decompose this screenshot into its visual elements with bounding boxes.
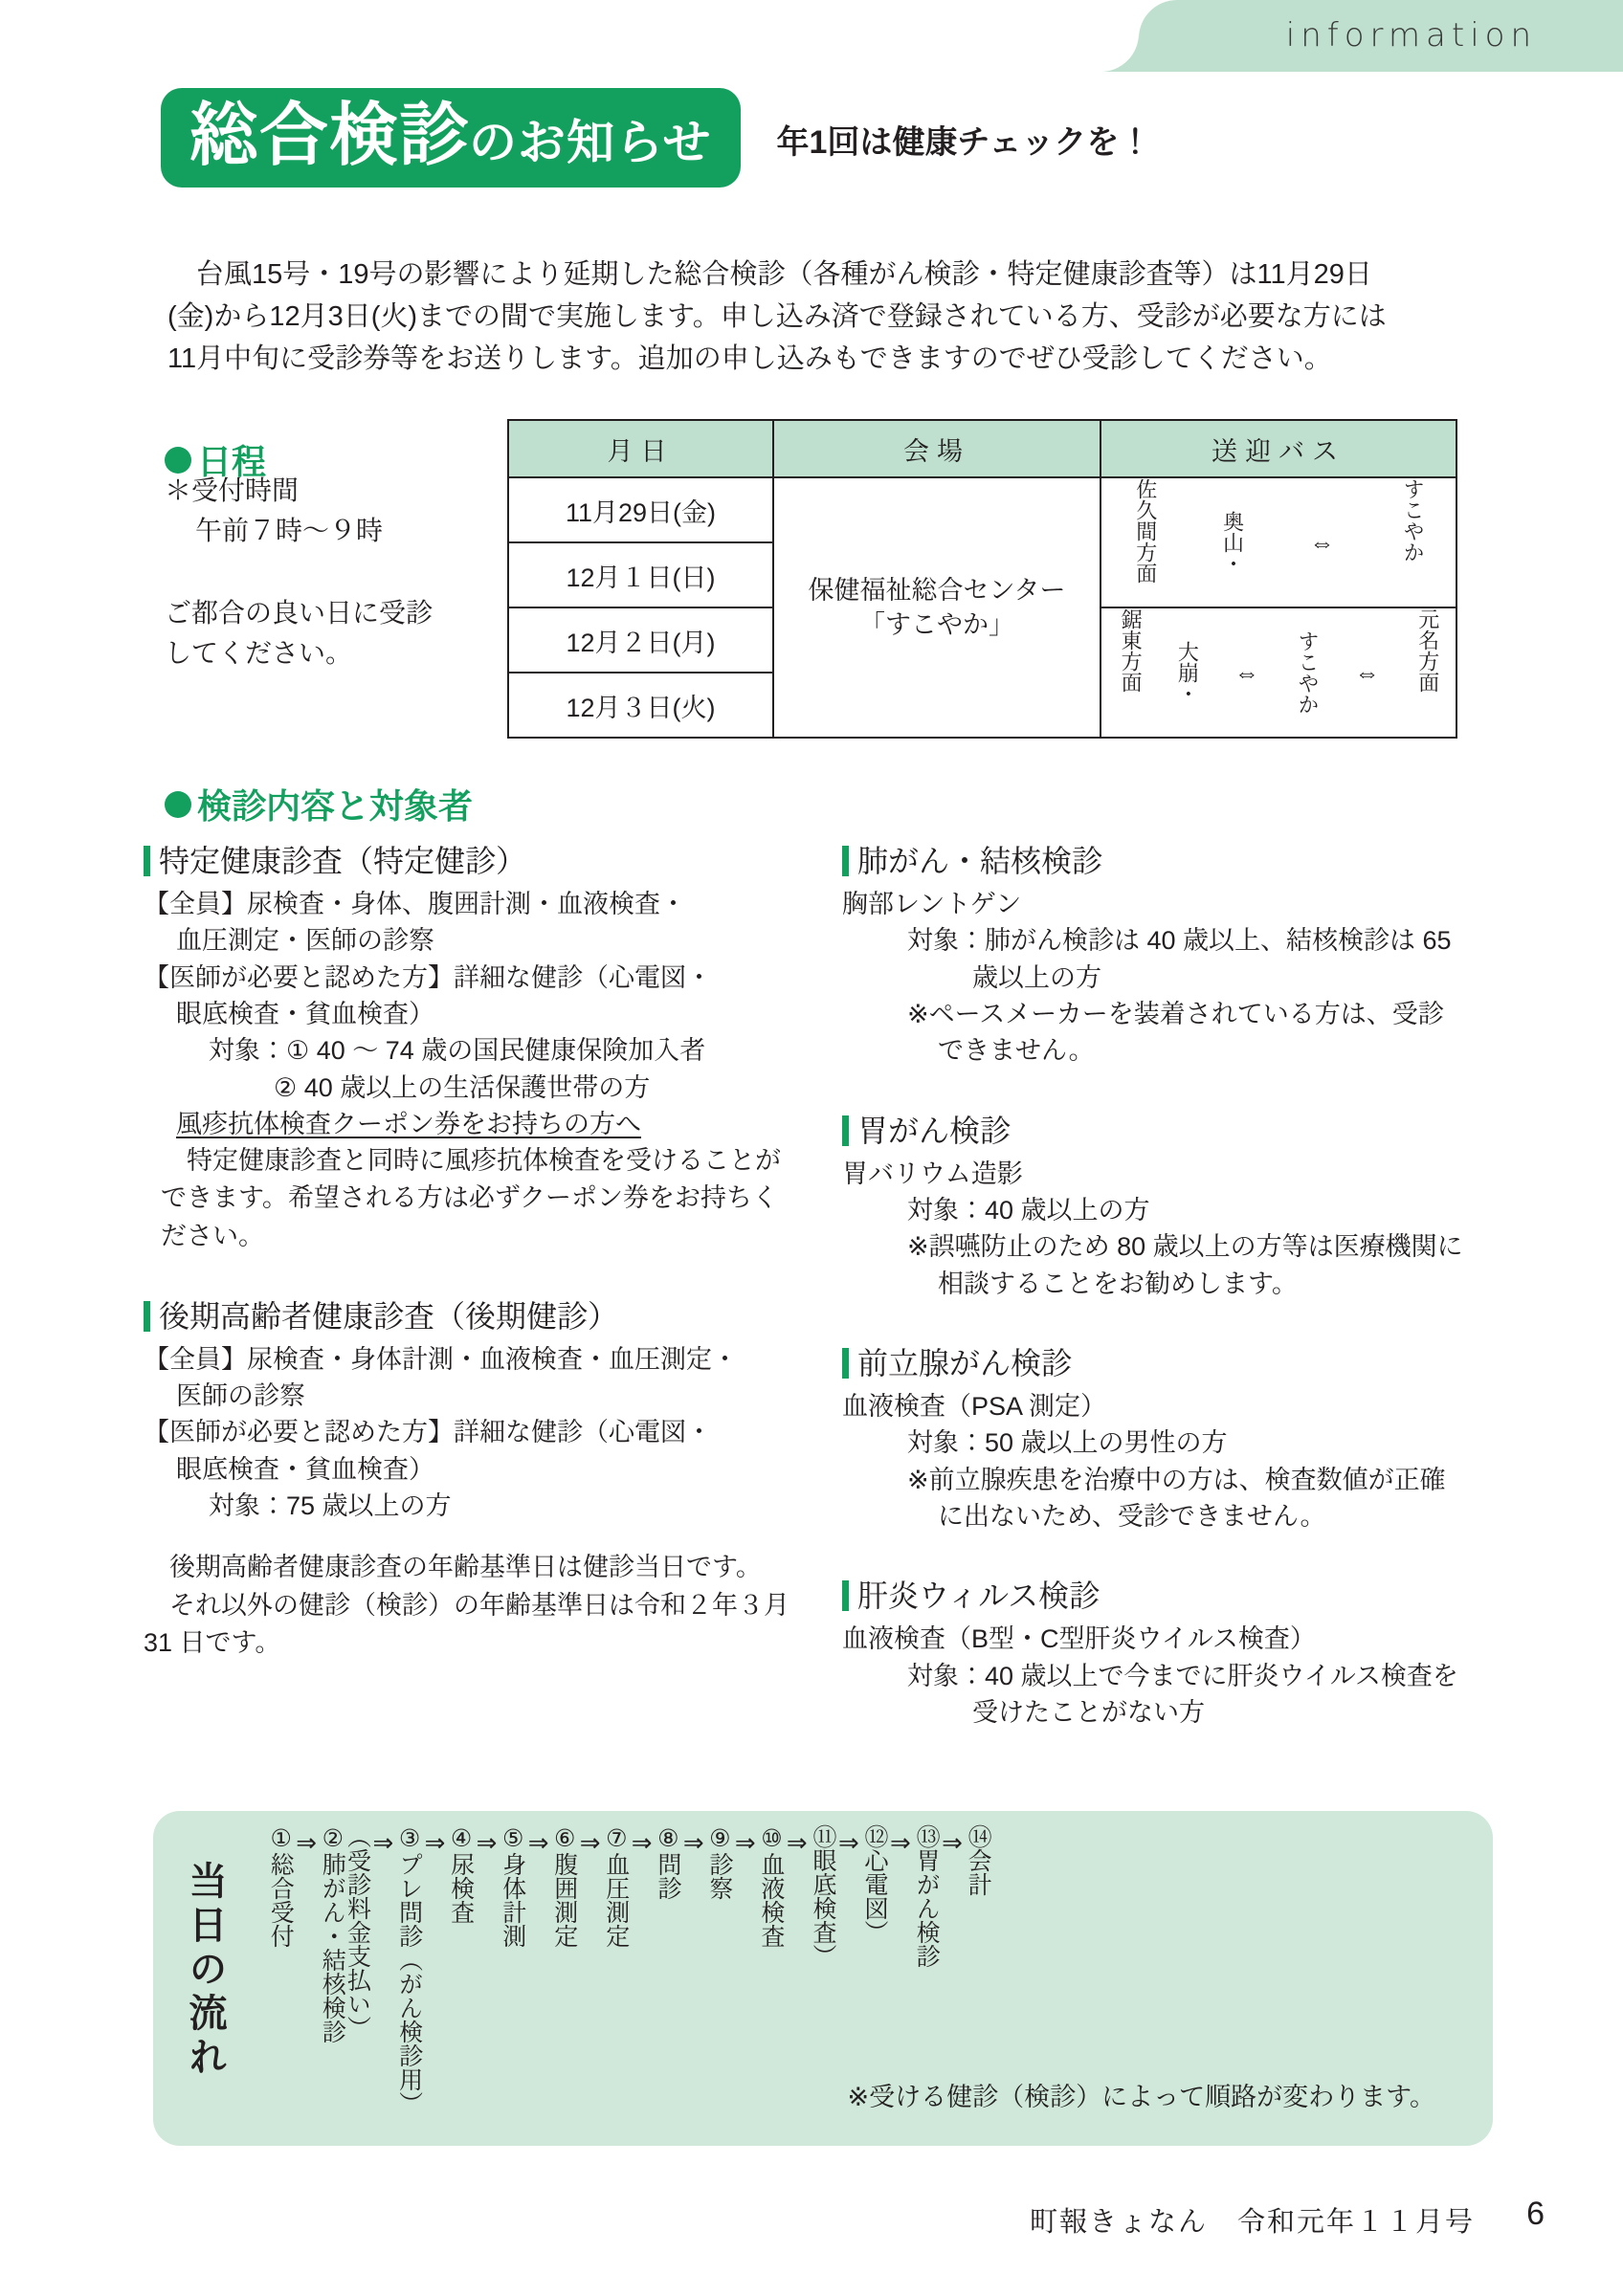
exam-line: 対象：75 歳以上の方	[209, 1491, 452, 1521]
cell-date-3: 12月２日(月)	[508, 607, 773, 673]
schedule-table	[507, 419, 1457, 739]
table-row	[508, 477, 1456, 542]
exam-line: 血液検査（PSA 測定）	[842, 1391, 1107, 1421]
bullet-dot-icon	[165, 791, 191, 818]
exams-right-column	[842, 842, 1531, 1731]
title-badge	[161, 88, 741, 188]
exam-line: 血液検査（B型・C型肝炎ウイルス検査）	[842, 1624, 1316, 1654]
flow-step-9: ⑨診察	[705, 1824, 733, 1900]
bullet-dot-icon	[165, 447, 191, 474]
bus-midpoint-2: すこやか	[1296, 630, 1321, 715]
flow-arrow-icon: ⇒	[527, 1828, 549, 1857]
bidirectional-arrow-icon: ⇔	[1354, 658, 1380, 687]
flow-step-2-note: （受診料金支払い）	[344, 1824, 371, 2040]
cell-date-4: 12月３日(火)	[508, 673, 773, 738]
advice-line-1: ご都合の良い日に受診	[165, 598, 434, 628]
coupon-notice-paragraph: 特定健康診査と同時に風疹抗体検査を受けることができます。希望される方は必ずクーポン券をお持ちください。	[161, 1146, 781, 1250]
flow-arrow-icon: ⇒	[579, 1828, 601, 1857]
age-basis-paragraph-2: それ以外の健診（検診）の年齢基準日は令和２年３月 31 日です。	[144, 1590, 789, 1657]
header-notch	[0, 0, 1139, 72]
exam-line: できません。	[938, 1036, 1095, 1066]
exam-line: 医師の診察	[176, 1381, 305, 1411]
col-header-date: 月日	[508, 420, 773, 477]
flow-note: ※受ける健診（検診）によって順路が変わります。	[847, 2083, 1435, 2111]
exam-line: 胃バリウム造影	[842, 1159, 1023, 1188]
title-sub: のお知らせ	[469, 116, 712, 169]
flow-arrow-icon: ⇒	[837, 1828, 859, 1857]
footer-publication: 町報きょなん 令和元年１１月号	[1029, 2207, 1475, 2238]
flow-step-10: ⑩血液検査	[757, 1824, 785, 1948]
exam-line: 【医師が必要と認めた方】詳細な健診（心電図・	[144, 962, 712, 992]
intro-line-1: 台風15号・19号の影響により延期した総合検診（各種がん検診・特定健康診査等）は11月29日	[196, 259, 1372, 290]
flow-step-5: ⑤身体計測	[499, 1824, 526, 1948]
cell-bus-route-1	[1101, 477, 1456, 607]
age-basis-paragraph-1: 後期高齢者健康診査の年齢基準日は健診当日です。	[144, 1553, 762, 1582]
bus-origin-b-1: 奥山・	[1220, 511, 1245, 574]
bus-origin-b-2: 大崩・	[1175, 641, 1200, 704]
flow-arrow-icon: ⇒	[424, 1828, 446, 1857]
coupon-notice-heading: 風疹抗体検査クーポン券をお持ちの方へ	[176, 1109, 641, 1138]
flow-step-12: ⑫心電図）	[861, 1824, 889, 1944]
exam-line: 胸部レントゲン	[842, 890, 1022, 918]
flow-step-13: ⑬胃がん検診	[913, 1824, 941, 1968]
col-header-place: 会場	[773, 420, 1101, 477]
advice-line-2: してください。	[165, 638, 353, 668]
table-header-row	[508, 420, 1456, 477]
bus-destination-1: すこやか	[1401, 478, 1426, 563]
spacer	[842, 1070, 1531, 1112]
intro-line-3: 11月中旬に受診券等をお送りします。追加の申し込みもできますのでぜひ受診してください。	[167, 343, 1332, 375]
intro-line-2: (金)から12月3日(火)までの間で実施します。申し込み済で登録されている方、受診が必要な方には	[167, 301, 1387, 333]
exam-line: ※前立腺疾患を治療中の方は、検査数値が正確	[907, 1465, 1446, 1494]
bus-route-row	[1101, 608, 1456, 737]
bus-destination-2: 元名方面	[1415, 608, 1440, 693]
flow-steps	[268, 1824, 1476, 2115]
col-header-bus: 送迎バス	[1101, 420, 1456, 477]
spacer	[144, 1255, 804, 1297]
exam-line: 【全員】尿検査・身体、腹囲計測・血液検査・	[144, 890, 686, 918]
flow-arrow-icon: ⇒	[476, 1828, 498, 1857]
exam-line: 【全員】尿検査・身体計測・血液検査・血圧測定・	[144, 1344, 738, 1374]
exam-line: 受けたことがない方	[972, 1697, 1205, 1727]
exam-title-igan: 胃がん検診	[842, 1112, 1531, 1150]
exam-line: ② 40 歳以上の生活保護世帯の方	[274, 1072, 651, 1102]
cell-place	[773, 477, 1101, 738]
cell-bus-route-2	[1101, 607, 1456, 738]
exam-line: ※誤嚥防止のため 80 歳以上の方等は医療機関に	[907, 1232, 1463, 1262]
exam-line: ※ペースメーカーを装着されている方は、受診	[907, 999, 1444, 1028]
spacer	[842, 1534, 1531, 1577]
header-label: information	[1285, 16, 1537, 55]
exam-line: 眼底検査・貧血検査）	[176, 999, 434, 1028]
exam-title-tokutei: 特定健康診査（特定健診）	[144, 842, 804, 880]
flow-step-6: ⑥腹囲測定	[550, 1824, 578, 1948]
bus-origin-a-2: 鋸東方面	[1119, 608, 1144, 693]
schedule-notes	[165, 471, 480, 673]
flow-step-2: ②肺がん・結核検診	[319, 1824, 346, 2043]
intro-paragraph	[167, 254, 1459, 380]
flow-step-4: ④尿検査	[447, 1824, 475, 1924]
flow-arrow-icon: ⇒	[786, 1828, 808, 1857]
exam-line: 対象：肺がん検診は 40 歳以上、結核検診は 65	[907, 926, 1452, 956]
exam-line: 血圧測定・医師の診察	[176, 926, 434, 956]
schedule-heading-label: 日程	[197, 442, 267, 481]
exams-left-column	[144, 842, 804, 1662]
exam-line: 対象：50 歳以上の男性の方	[907, 1428, 1228, 1458]
flow-arrow-icon: ⇒	[631, 1828, 653, 1857]
spacer	[144, 1524, 804, 1549]
exam-title-kanen: 肝炎ウィルス検診	[842, 1577, 1531, 1615]
flow-title: 当日の流れ	[184, 1861, 226, 2081]
exam-title-kouki: 後期高齢者健康診査（後期健診）	[144, 1297, 804, 1336]
exam-title-haigan: 肺がん・結核検診	[842, 842, 1531, 880]
footer-page-number: 6	[1526, 2196, 1545, 2232]
place-line-2: 「すこやか」	[859, 610, 1014, 639]
flow-step-3: ③プレ問診（がん検診用）	[395, 1824, 423, 2115]
bidirectional-arrow-icon: ⇔	[1309, 528, 1335, 557]
spacer	[842, 1302, 1531, 1344]
exam-title-zenritsusen: 前立腺がん検診	[842, 1344, 1531, 1382]
exam-line: 対象：40 歳以上の方	[907, 1195, 1150, 1225]
exam-line: 眼底検査・貧血検査）	[176, 1454, 434, 1484]
exam-line: 【医師が必要と認めた方】詳細な健診（心電図・	[144, 1418, 712, 1447]
flow-step-8: ⑧問診	[654, 1824, 681, 1900]
exams-heading-label: 検診内容と対象者	[197, 786, 474, 826]
bus-origin-a-1: 佐久間方面	[1133, 478, 1158, 584]
exam-line: に出ないため、受診できません。	[938, 1501, 1326, 1531]
place-line-1: 保健福祉総合センター	[808, 575, 1066, 605]
exam-line: 相談することをお勧めします。	[938, 1269, 1298, 1298]
flow-arrow-icon: ⇒	[942, 1828, 963, 1857]
reception-time: 午前７時〜９時	[195, 516, 384, 545]
page-title	[161, 88, 1151, 188]
exam-line: 歳以上の方	[972, 962, 1101, 992]
day-flow-box	[153, 1811, 1493, 2146]
flow-arrow-icon: ⇒	[682, 1828, 704, 1857]
flow-step-1: ①総合受付	[267, 1824, 295, 1948]
header-notch-corner	[1139, 0, 1177, 38]
spacer	[165, 551, 480, 593]
flow-arrow-icon: ⇒	[372, 1828, 394, 1857]
cell-date-1: 11月29日(金)	[508, 477, 773, 542]
flow-arrow-icon: ⇒	[890, 1828, 911, 1857]
exams-heading	[165, 780, 473, 828]
bus-route-row	[1101, 478, 1456, 607]
bidirectional-arrow-icon: ⇔	[1234, 658, 1259, 687]
flow-arrow-icon: ⇒	[296, 1828, 318, 1857]
flow-arrow-icon: ⇒	[734, 1828, 756, 1857]
flow-step-11: ⑪眼底検査）	[809, 1824, 836, 1968]
flow-step-14: ⑭会計	[965, 1824, 992, 1896]
title-tagline: 年1回は健康チェックを！	[776, 124, 1152, 161]
exam-line: 対象：① 40 〜 74 歳の国民健康保険加入者	[209, 1036, 706, 1066]
flow-step-7: ⑦血圧測定	[602, 1824, 630, 1948]
title-main: 総合検診	[189, 98, 470, 174]
exam-line: 対象：40 歳以上で今までに肝炎ウイルス検査を	[907, 1661, 1458, 1690]
reception-label: ＊受付時間	[165, 475, 300, 505]
cell-date-2: 12月１日(日)	[508, 542, 773, 607]
